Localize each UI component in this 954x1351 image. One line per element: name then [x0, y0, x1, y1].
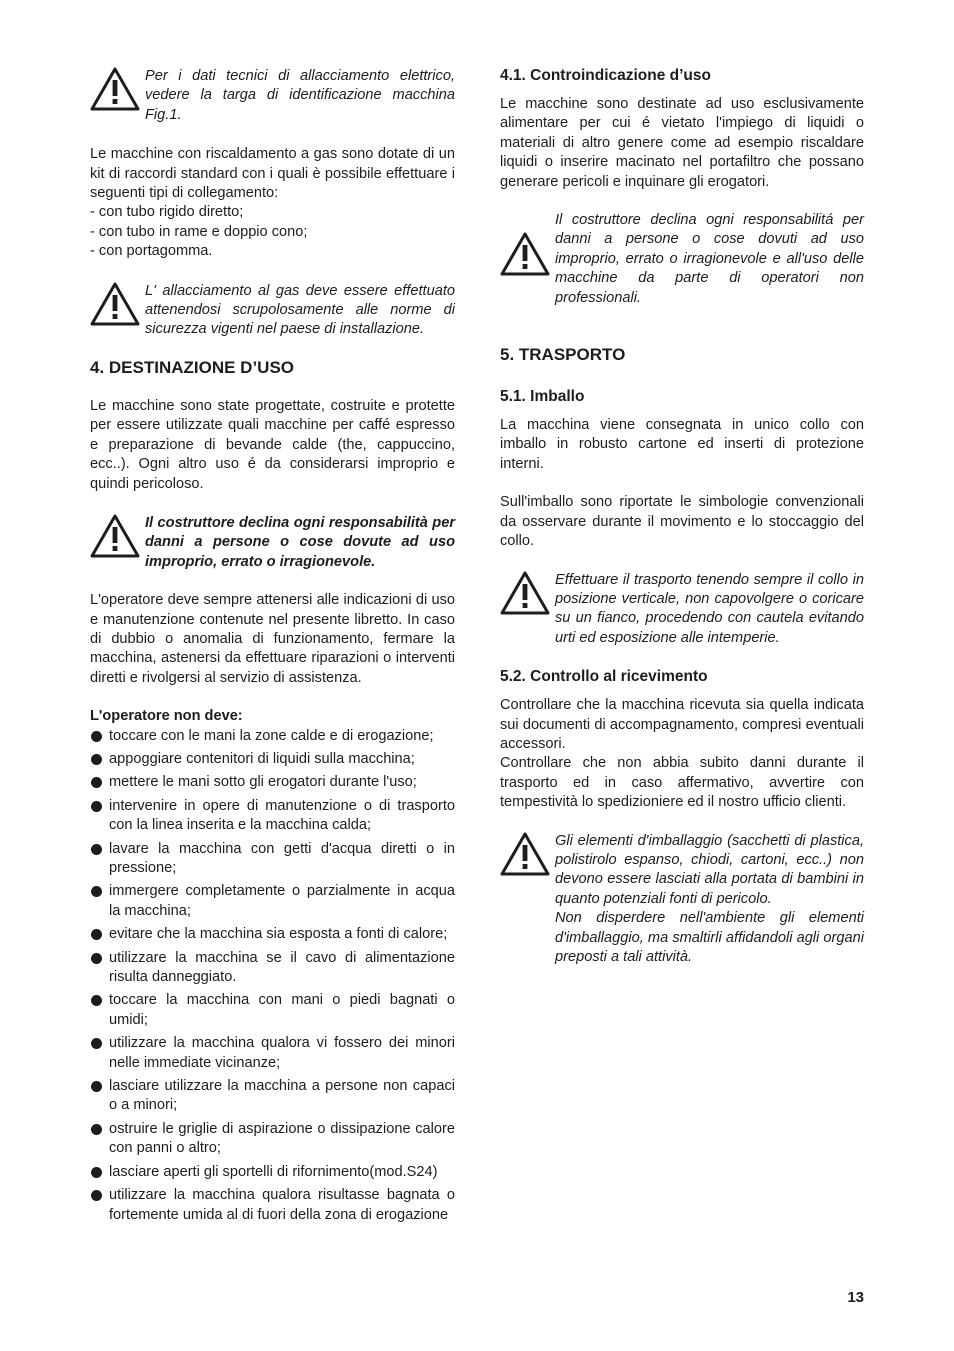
list-item: ostruire le griglie di aspirazione o dissipazione calore con panni o altro;: [90, 1120, 455, 1159]
list-item: toccare la macchina con mani o piedi bagnati o umidi;: [90, 991, 455, 1030]
gas-intro: Le macchine con riscaldamento a gas sono dotate di un kit di raccordi standard con i quali è possibile effettuare i seguenti tipi di collegamento:: [90, 146, 455, 202]
warning-bold-text: Il costruttore declina ogni responsabilità per danni a persone o cose dovute ad uso improprio, errato o irragionevole.: [145, 514, 455, 570]
warning-electric-text: Per i dati tecnici di allacciamento elettrico, vedere la targa di identificazione macchina Fig.1.: [145, 68, 455, 123]
list-item: lasciare utilizzare la macchina a persone non capaci o a minori;: [90, 1077, 455, 1116]
warning-icon: [500, 571, 550, 615]
warning-icon: [500, 832, 550, 876]
section51-text2: Sull'imballo sono riportate le simbologie convenzionali da osservare durante il movimento e lo stoccaggio del collo.: [500, 494, 864, 550]
warning-gas-text: L' allacciamento al gas deve essere effettuato attenendosi scrupolosamente alle norme di sicurezza vigenti nel paese di installazione.: [145, 282, 455, 338]
list-item: toccare con le mani la zone calde e di erogazione;: [90, 727, 455, 746]
section41-title: 4.1. Controindicazione d’uso: [500, 67, 711, 84]
list-item: appoggiare contenitori di liquidi sulla macchina;: [90, 750, 455, 769]
warning-improper: [500, 211, 864, 308]
warning-bold: [90, 514, 455, 572]
operator-text: L'operatore deve sempre attenersi alle indicazioni di uso e manutenzione contenute nel presente libretto. In caso di dubbio o anomalia di funzionamento, fermare la macchina, astenersi da effettuare riparazioni o interventi diretti e rivolgersi al servizio di assistenza.: [90, 592, 455, 686]
list-item: lavare la macchina con getti d'acqua diretti o in pressione;: [90, 840, 455, 879]
operator-must-not: L'operatore non deve:: [90, 708, 243, 725]
section52-title: 5.2. Controllo al ricevimento: [500, 668, 708, 686]
warning-icon: [500, 232, 550, 276]
list-item: utilizzare la macchina se il cavo di alimentazione risulta danneggiato.: [90, 949, 455, 988]
list-item: utilizzare la macchina qualora vi fossero dei minori nelle immediate vicinanze;: [90, 1034, 455, 1073]
warning-icon: [90, 282, 140, 326]
list-item: mettere le mani sotto gli erogatori durante l'uso;: [90, 773, 455, 792]
section4-text: Le macchine sono state progettate, costruite e protette per essere utilizzate quali macchine per caffé espresso e preparazione di bevande calde (the, cappuccino, ecc..). Ogni altro uso é da considerarsi improprio e quindi pericoloso.: [90, 397, 455, 492]
warning-improper-text: Il costruttore declina ogni responsabilitá per danni a persone o cose dovuti ad uso improprio, errato o irragionevole e all'uso delle macchine da parte di operatori non professionali.: [555, 212, 864, 306]
warning-icon: [90, 514, 140, 558]
operator-bullets: [90, 727, 455, 1225]
list-item: immergere completamente o parzialmente in acqua la macchina;: [90, 882, 455, 921]
section41-text: Le macchine sono destinate ad uso esclusivamente alimentare per cui é vietato l'impiego di liquidi o materiali di altro genere come ad esempio riscaldare liquidi o inserire macinato nel portafiltro che possano generare pericoli e inquinare gli erogatori.: [500, 96, 864, 190]
list-item: intervenire in opere di manutenzione o di trasporto con la linea inserita e la macchina calda;: [90, 797, 455, 836]
section51-text1: La macchina viene consegnata in unico collo con imballo in robusto cartone ed inserti di protezione interni.: [500, 417, 864, 472]
section51-title: 5.1. Imballo: [500, 388, 585, 406]
list-item: utilizzare la macchina qualora risultasse bagnata o fortemente umida al di fuori della zona di erogazione: [90, 1186, 455, 1225]
list-item: lasciare aperti gli sportelli di rifornimento(mod.S24): [90, 1163, 455, 1182]
section52-text: Controllare che la macchina ricevuta sia quella indicata sui documenti di accompagnamento, compresi eventuali accessori. Controllare che non abbia subito danni durante il trasporto ed in caso affermativo, avvertire con tempestività lo spedizioniere ed il nostro ufficio clienti.: [500, 697, 864, 811]
section5-title: 5. TRASPORTO: [500, 345, 626, 365]
warning-icon: [90, 67, 140, 111]
warning-gas: [90, 282, 455, 340]
list-item: evitare che la macchina sia esposta a fonti di calore;: [90, 925, 455, 944]
warning-transport: [500, 571, 864, 649]
warning-packaging-text: Gli elementi d'imballaggio (sacchetti di plastica, polistirolo espanso, chiodi, cartoni, ecc..) non devono essere lasciati alla portata di bambini in quanto potenziali fonti di pericolo. Non disperdere nell'ambiente gli elementi d'imballaggio, ma smaltirli affidandoli agli organi preposti a tali attività.: [555, 832, 864, 965]
warning-transport-text: Effettuare il trasporto tenendo sempre il collo in posizione verticale, non capovolgere o coricare su un fianco, procedendo con cautela evitando urti ed esposizione alle intemperie.: [555, 571, 864, 646]
warning-electric: [90, 67, 455, 125]
page-number: 13: [847, 1289, 864, 1306]
left-column: [90, 0, 455, 1229]
section4-title: 4. DESTINAZIONE D’USO: [90, 357, 295, 377]
gas-options: - con tubo rigido diretto; - con tubo in rame e doppio cono; - con portagomma.: [90, 204, 308, 260]
warning-packaging: [500, 832, 864, 968]
right-column: [500, 0, 864, 967]
